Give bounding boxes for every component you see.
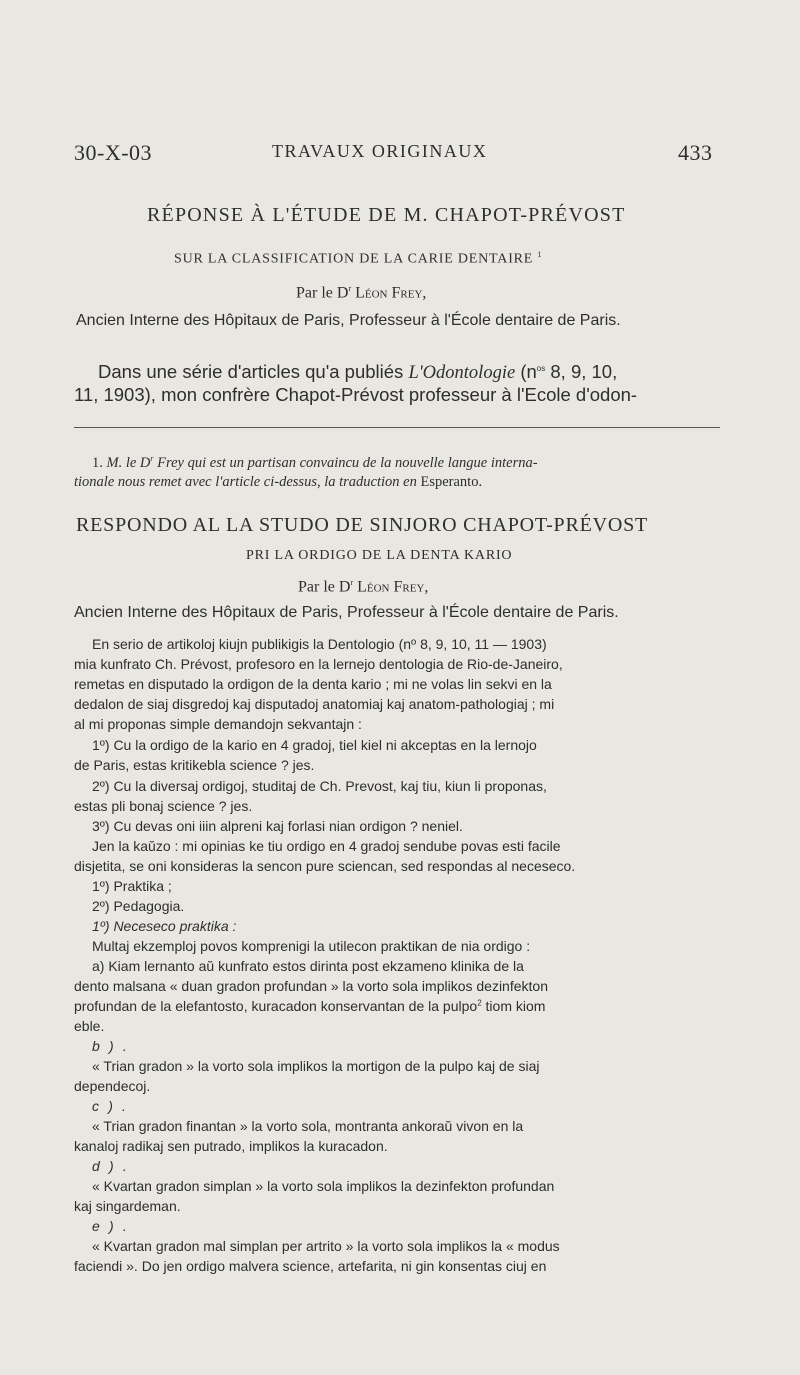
french-title: RÉPONSE À L'ÉTUDE DE M. CHAPOT-PRÉVOST [147,204,626,226]
french-author-name: Léon Frey, [355,284,427,302]
esperanto-line: 2º) Cu la diversaj ordigoj, studitaj de Ch. Prevost, kaj tiu, kiun li proponas, [92,778,547,794]
esperanto-line: dedalon de siaj disgredoj kaj disputadoj anatomiaj kaj anatom-pathologiaj ; mi [74,696,555,712]
esperanto-line: « Kvartan gradon mal simplan per artrito » la vorto sola implikos la « modus [92,1238,560,1254]
esperanto-line: c). [92,1098,136,1114]
french-body-journal: L'Odontologie [408,363,516,384]
footnote-1a: M. le D [106,454,151,471]
footnote-line-1 [92,454,538,472]
pulpo-line-tail: tiom kiom [481,998,546,1014]
esperanto-line: « Trian gradon » la vorto sola implikos la mortigon de la pulpo kaj de siaj [92,1058,540,1074]
esperanto-line: faciendi ». Do jen ordigo malvera science, artefarita, ni gin konsentas ciuj en [74,1258,547,1274]
french-affiliation: Ancien Interne des Hôpitaux de Paris, Professeur à l'École dentaire de Paris. [76,312,621,329]
esperanto-line: de Paris, estas kritikebla science ? jes. [74,757,315,773]
french-author [296,284,426,302]
footnote-2a: tionale nous remet avec l'article ci-dessus, la traduction en [74,474,417,490]
footnote-number: 1. [92,454,103,471]
esperanto-line: En serio de artikoloj kiujn publikigis la Dentologio (nº 8, 9, 10, 11 — 1903) [92,636,547,652]
french-body-sup: os [536,364,546,373]
esperanto-line: dependecoj. [74,1078,151,1094]
header-date: 30-X-03 [74,140,153,165]
esperanto-line: 1º) Neceseco praktika : [92,918,237,934]
pulpo-line-text: profundan de la elefantosto, kuracadon konservantan de la pulpo [74,998,478,1014]
esperanto-author-prefix: Par le D [298,578,351,596]
esperanto-line: b). [92,1038,136,1054]
esperanto-author [298,578,428,596]
esperanto-line: disjetita, se oni konsideras la sencon pure sciencan, sed respondas al neceseco. [74,858,576,874]
french-author-sup: r [348,284,352,293]
french-body-line-2: 11, 1903), mon confrère Chapot-Prévost professeur à l'Ecole d'odon- [74,384,638,405]
esperanto-line: remetas en disputado la ordigon de la denta kario ; mi ne volas lin sekvi en la [74,676,552,692]
esperanto-line: kaj singardeman. [74,1198,181,1214]
esperanto-line: Multaj ekzemploj povos komprenigi la utilecon praktikan de nia ordigo : [92,938,531,954]
esperanto-line: « Trian gradon finantan » la vorto sola, montranta ankoraŭ vivon en la [92,1118,524,1134]
footnote-1b: Frey qui est un partisan convaincu de la nouvelle langue interna- [153,454,538,471]
esperanto-line: kanaloj radikaj sen putrado, implikos la kuracadon. [74,1138,388,1154]
esperanto-line [74,998,545,1014]
esperanto-line: 2º) Pedagogia. [92,898,185,914]
esperanto-author-name: Léon Frey, [357,578,429,596]
esperanto-line: dento malsana « duan gradon profundan » la vorto sola implikos dezinfekton [74,978,548,994]
french-subtitle-note: 1 [537,250,543,259]
esperanto-affiliation: Ancien Interne des Hôpitaux de Paris, Professeur à l'École dentaire de Paris. [74,604,619,621]
french-body-1b: (n [515,361,537,383]
esperanto-title: RESPONDO AL LA STUDO DE SINJORO CHAPOT-PRÉVOST [76,514,649,536]
esperanto-line: « Kvartan gradon simplan » la vorto sola implikos la dezinfekton profundan [92,1178,555,1194]
esperanto-subtitle: PRI LA ORDIGO DE LA DENTA KARIO [246,548,513,563]
footnote-sup: r [150,454,154,463]
esperanto-line: Jen la kaŭzo : mi opinias ke tiu ordigo en 4 gradoj sendube povas esti facile [92,838,561,854]
header-page-number: 433 [678,140,713,165]
footnote-2b: Esperanto. [416,474,483,490]
french-body-1a: Dans une série d'articles qu'a publiés [98,361,409,383]
esperanto-author-sup: r [350,578,354,587]
esperanto-line: 1º) Praktika ; [92,878,172,894]
french-subtitle [174,250,542,268]
footnote-line-2 [74,474,482,491]
esperanto-line: al mi proponas simple demandojn sekvantajn : [74,716,362,732]
pulpo-note: 2 [477,998,482,1008]
french-author-prefix: Par le D [296,284,349,302]
header-section: TRAVAUX ORIGINAUX [272,141,488,161]
esperanto-line: estas pli bonaj science ? jes. [74,798,253,814]
esperanto-line: 1º) Cu la ordigo de la kario en 4 gradoj, tiel kiel ni akceptas en la lernojo [92,737,537,753]
esperanto-line: mia kunfrato Ch. Prévost, profesoro en la lernejo dentologia de Rio-de-Janeiro, [74,656,563,672]
esperanto-line: d). [92,1158,136,1174]
esperanto-line: 3º) Cu devas oni iiin alpreni kaj forlasi nian ordigon ? neniel. [92,818,463,834]
esperanto-line: e). [92,1218,136,1234]
footnote-rule [74,427,720,428]
esperanto-line: eble. [74,1018,105,1034]
french-body-1c: 8, 9, 10, [545,361,618,383]
french-subtitle-text: SUR LA CLASSIFICATION DE LA CARIE DENTAIRE [174,251,534,267]
esperanto-line: a) Kiam lernanto aŭ kunfrato estos dirinta post ekzameno klinika de la [92,958,524,974]
